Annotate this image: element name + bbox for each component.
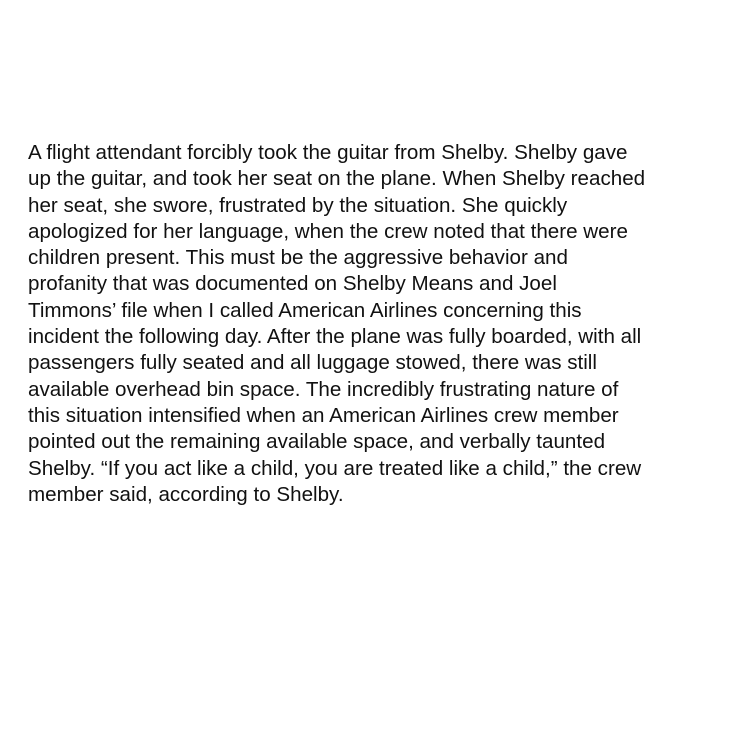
text-line: A flight attendant forcibly took the guitar from Shelby. Shelby gave: [28, 141, 628, 164]
text-line: Shelby. “If you act like a child, you are treated like a child,” the crew: [28, 456, 642, 480]
text-line: Timmons’ file when I called American Airlines concerning this: [28, 298, 582, 322]
text-line: her seat, she swore, frustrated by the situation. She quickly: [28, 193, 568, 217]
body-paragraph: [28, 140, 728, 508]
text-line: pointed out the remaining available space, and verbally taunted: [28, 430, 606, 454]
text-line: member said, according to Shelby.: [28, 482, 344, 506]
text-line: incident the following day. After the plane was fully boarded, with all: [28, 325, 642, 349]
text-line: profanity that was documented on Shelby Means and Joel: [28, 272, 557, 296]
text-line: children present. This must be the aggressive behavior and: [28, 246, 568, 270]
text-line: apologized for her language, when the crew noted that there were: [28, 219, 628, 243]
text-line: up the guitar, and took her seat on the plane. When Shelby reached: [28, 167, 646, 191]
text-line: passengers fully seated and all luggage stowed, there was still: [28, 351, 597, 375]
text-line: available overhead bin space. The incredibly frustrating nature of: [28, 377, 619, 401]
text-line: this situation intensified when an American Airlines crew member: [28, 403, 619, 427]
